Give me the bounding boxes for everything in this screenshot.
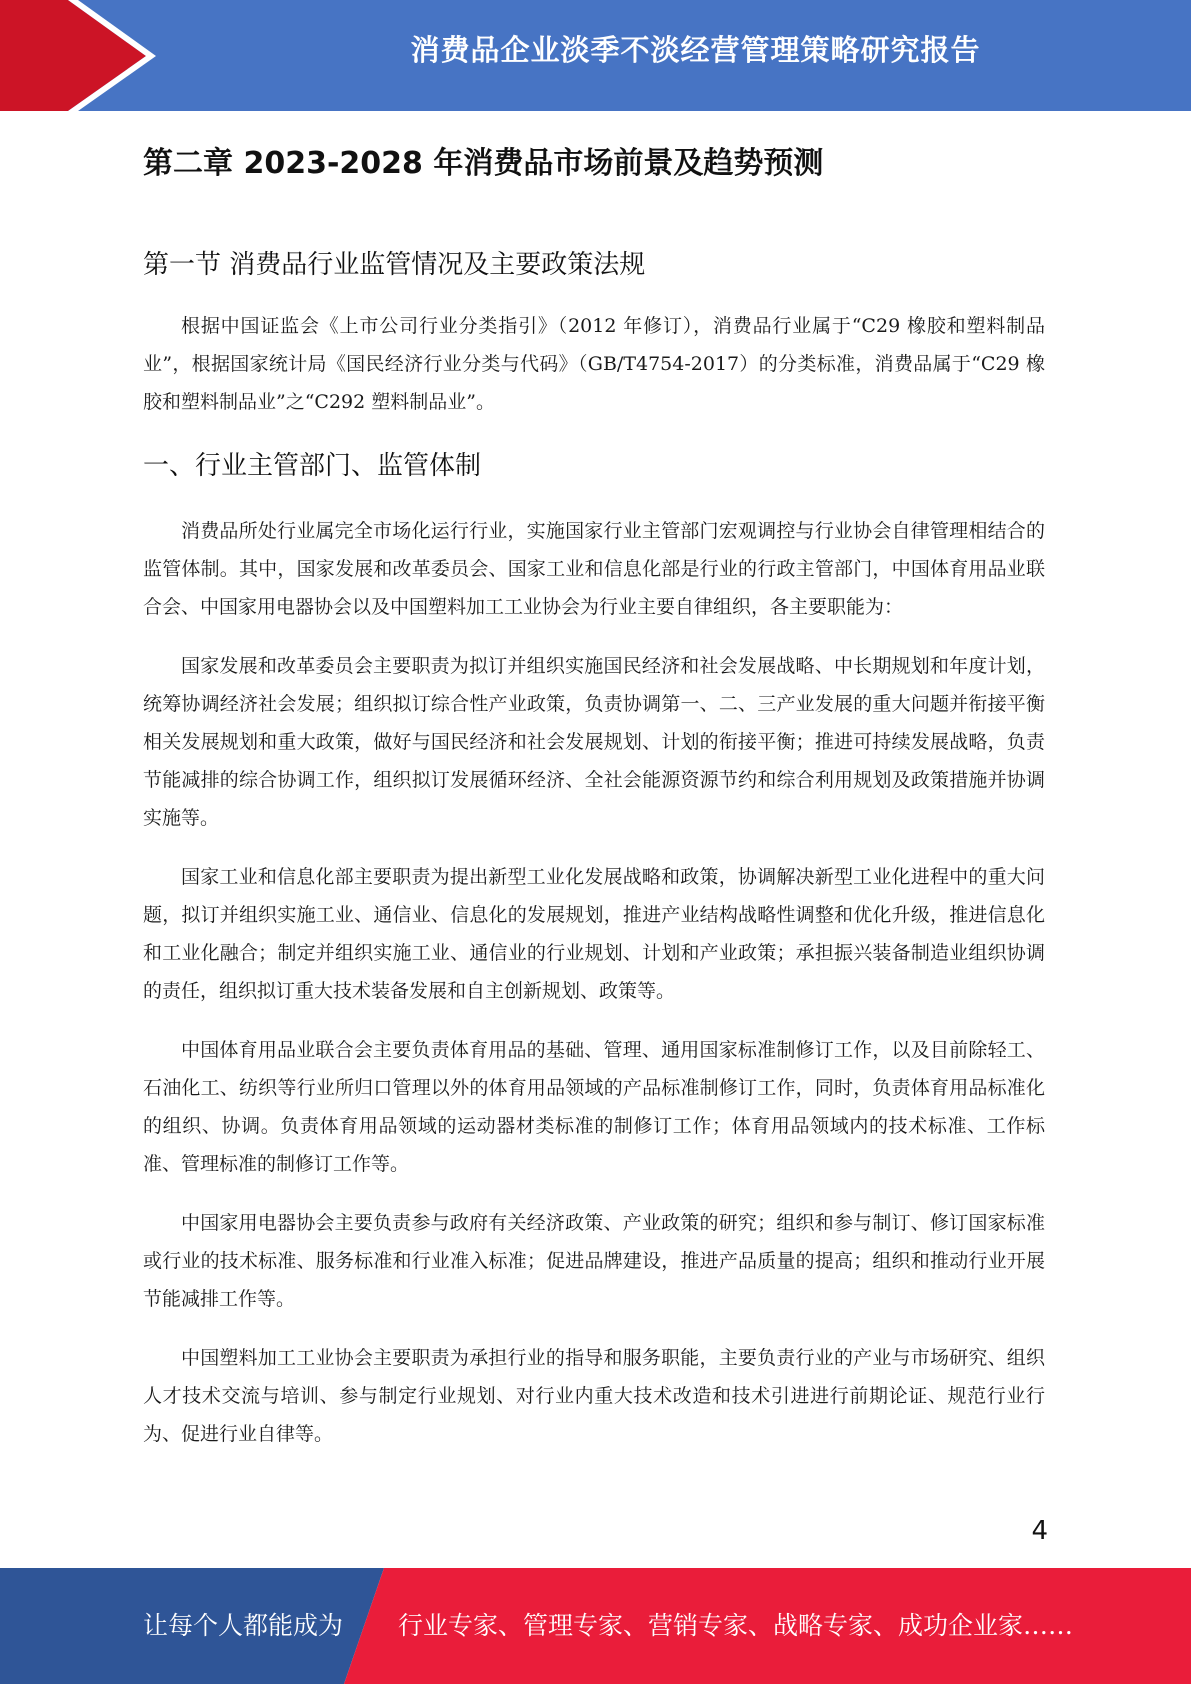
page-header [0,0,1191,111]
section-title: 第一节 消费品行业监管情况及主要政策法规 [143,250,646,280]
footer-slogan-left: 让每个人都能成为 [143,1611,344,1640]
body-paragraph: 中国家用电器协会主要负责参与政府有关经济政策、产业政策的研究；组织和参与制订、修订国家标准或行业的技术标准、服务标准和行业准入标准；促进品牌建设，推进产品质量的提高；组织和推动行业开展节能减排工作等。 [143,1212,1045,1310]
body-paragraph: 中国体育用品业联合会主要负责体育用品的基础、管理、通用国家标准制修订工作，以及目前除轻工、石油化工、纺织等行业所归口管理以外的体育用品领域的产品标准制修订工作，同时，负责体育用品标准化的组织、协调。负责体育用品领域的运动器材类标准的制修订工作；体育用品领域内的技术标准、工作标准、管理标准的制修订工作等。 [143,1039,1045,1175]
intro-paragraph: 根据中国证监会《上市公司行业分类指引》（2012 年修订），消费品行业属于“C29 橡胶和塑料制品业”，根据国家统计局《国民经济行业分类与代码》（GB/T4754-2017）的分类标准，消费品属于“C29 橡胶和塑料制品业”之“C292 塑料制品业”。 [143,315,1045,413]
body-paragraph: 中国塑料加工工业协会主要职责为承担行业的指导和服务职能，主要负责行业的产业与市场研究、组织人才技术交流与培训、参与制定行业规划、对行业内重大技术改造和技术引进进行前期论证、规范行业行为、促进行业自律等。 [143,1347,1045,1445]
report-title: 消费品企业淡季不淡经营管理策略研究报告 [410,33,981,67]
body-paragraph: 国家工业和信息化部主要职责为提出新型工业化发展战略和政策，协调解决新型工业化进程中的重大问题，拟订并组织实施工业、通信业、信息化的发展规划，推进产业结构战略性调整和优化升级，推进信息化和工业化融合；制定并组织实施工业、通信业的行业规划、计划和产业政策；承担振兴装备制造业组织协调的责任，组织拟订重大技术装备发展和自主创新规划、政策等。 [143,866,1045,1002]
page-footer [0,1568,1191,1684]
body-paragraph: 国家发展和改革委员会主要职责为拟订并组织实施国民经济和社会发展战略、中长期规划和年度计划，统筹协调经济社会发展；组织拟订综合性产业政策，负责协调第一、二、三产业发展的重大问题并衔接平衡相关发展规划和重大政策，做好与国民经济和社会发展规划、计划的衔接平衡；推进可持续发展战略，负责节能减排的综合协调工作，组织拟订发展循环经济、全社会能源资源节约和综合利用规划及政策措施并协调实施等。 [143,655,1045,829]
chapter-title: 第二章 2023-2028 年消费品市场前景及趋势预测 [143,146,824,181]
footer-slogan-right: 行业专家、管理专家、营销专家、战略专家、成功企业家…… [398,1611,1074,1640]
subsection-title: 一、行业主管部门、监管体制 [143,451,482,481]
page-number: 4 [1031,1516,1048,1546]
body-paragraph: 消费品所处行业属完全市场化运行行业，实施国家行业主管部门宏观调控与行业协会自律管理相结合的监管体制。其中，国家发展和改革委员会、国家工业和信息化部是行业的行政主管部门，中国体育用品业联合会、中国家用电器协会以及中国塑料加工工业协会为行业主要自律组织，各主要职能为： [143,520,1045,618]
page-content [143,128,1045,1453]
